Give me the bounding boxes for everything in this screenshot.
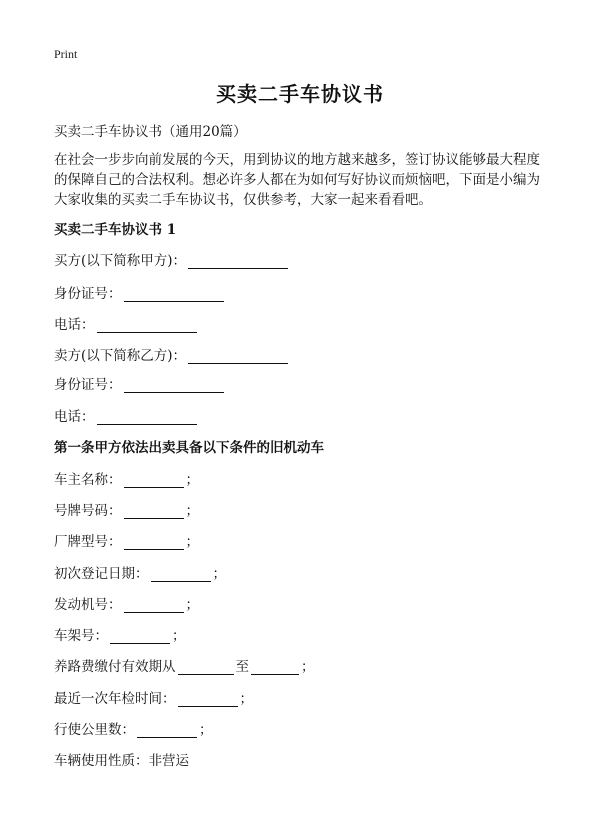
buyer-id-label: 身份证号： — [54, 286, 122, 302]
seller-label: 卖方(以下简称乙方)： — [54, 348, 187, 364]
seller-field — [54, 344, 290, 364]
seller-phone-field — [54, 405, 199, 425]
usage-line: 车辆使用性质：非营运 — [54, 753, 189, 769]
reg-date-blank — [151, 567, 211, 582]
article1-heading: 第一条甲方依法出卖具备以下条件的旧机动车 — [54, 440, 324, 456]
seller-phone-blank — [97, 410, 197, 425]
frame-field — [54, 624, 186, 644]
inspection-field — [54, 687, 253, 707]
seller-id-label: 身份证号： — [54, 377, 122, 393]
reg-date-separator: ； — [212, 566, 226, 582]
plate-blank — [124, 504, 184, 519]
model-field — [54, 530, 199, 550]
intro-paragraph: 在社会一步步向前发展的今天，用到协议的地方越来越多，签订协议能够最大程度的保障自己的合法权利。想必许多人都在为如何写好协议而烦恼吧，下面是小编为大家收集的买卖二手车协议书，仅供参考，大家一起来看看吧。 — [54, 152, 540, 208]
owner-label: 车主名称： — [54, 472, 122, 488]
road-fee-label: 养路费缴付有效期从 — [54, 659, 176, 675]
buyer-phone-label: 电话： — [54, 317, 95, 333]
frame-separator: ； — [172, 628, 186, 644]
inspection-blank — [178, 692, 238, 707]
engine-separator: ； — [185, 597, 199, 613]
inspection-label: 最近一次年检时间： — [54, 691, 176, 707]
road-fee-field — [54, 655, 315, 675]
seller-id-blank — [124, 378, 224, 393]
owner-field — [54, 468, 199, 488]
mileage-field — [54, 718, 213, 738]
document-title: 买卖二手车协议书 — [216, 82, 384, 106]
plate-label: 号牌号码： — [54, 503, 122, 519]
mileage-label: 行使公里数： — [54, 722, 135, 738]
frame-blank — [110, 629, 170, 644]
road-fee-separator: ； — [301, 659, 315, 675]
model-blank — [124, 535, 184, 550]
seller-phone-label: 电话： — [54, 409, 95, 425]
owner-separator: ； — [185, 472, 199, 488]
owner-blank — [124, 473, 184, 488]
engine-label: 发动机号： — [54, 597, 122, 613]
buyer-phone-blank — [97, 318, 197, 333]
buyer-field — [54, 249, 290, 269]
plate-separator: ； — [185, 503, 199, 519]
road-fee-to-label: 至 — [235, 659, 249, 675]
frame-label: 车架号： — [54, 628, 108, 644]
road-fee-to-blank — [251, 660, 299, 675]
buyer-label: 买方(以下简称甲方)： — [54, 253, 187, 269]
seller-id-field — [54, 373, 226, 393]
reg-date-field — [54, 562, 226, 582]
section-heading-1: 买卖二手车协议书 1 — [54, 222, 177, 238]
engine-blank — [124, 598, 184, 613]
road-fee-from-blank — [178, 660, 234, 675]
mileage-blank — [137, 723, 197, 738]
buyer-id-field — [54, 282, 226, 302]
buyer-id-blank — [124, 287, 224, 302]
reg-date-label: 初次登记日期： — [54, 566, 149, 582]
inspection-separator: ； — [239, 691, 253, 707]
print-link[interactable]: Print — [54, 47, 78, 61]
model-label: 厂牌型号： — [54, 534, 122, 550]
buyer-blank — [188, 254, 288, 269]
buyer-phone-field — [54, 313, 199, 333]
engine-field — [54, 593, 199, 613]
mileage-separator: ； — [199, 722, 213, 738]
document-subtitle: 买卖二手车协议书（通用20篇） — [54, 124, 247, 140]
model-separator: ； — [185, 534, 199, 550]
seller-blank — [188, 349, 288, 364]
plate-field — [54, 499, 199, 519]
